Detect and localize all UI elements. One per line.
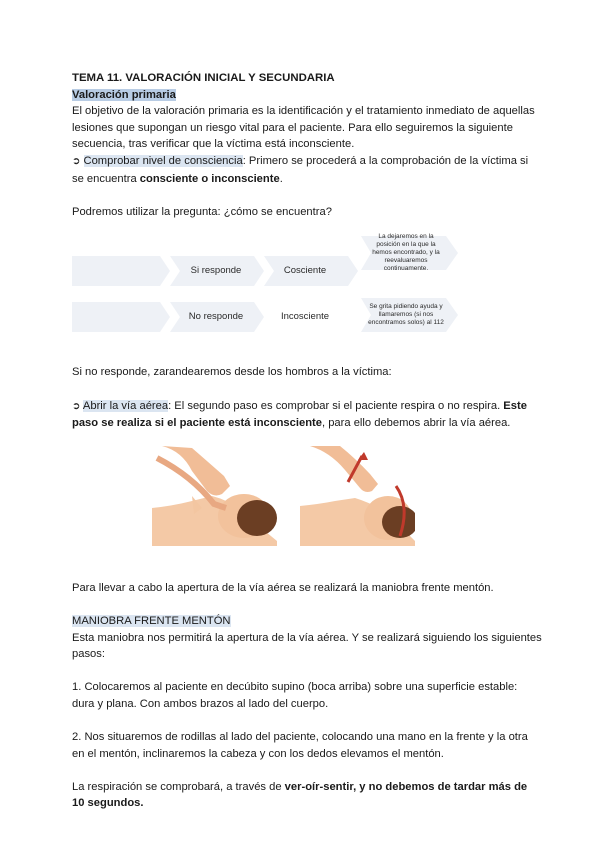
response-flow-diagram bbox=[72, 232, 542, 354]
paso-2: 2. Nos situaremos de rodillas al lado del paciente, colocando una mano en la frente y la otra en el mentón, inclinaremos la cabeza y con los dedos elevamos el mentón. bbox=[72, 731, 528, 760]
paso-1: 1. Colocaremos al paciente en decúbito supino (boca arriba) sobre una superficie estable: dura y plana. Con ambos brazos al lado del cuerpo. bbox=[72, 681, 518, 710]
arrow-icon: ➲ bbox=[72, 155, 81, 167]
airway-illustrations bbox=[72, 446, 542, 566]
flow-label-inconsciente: Incosciente bbox=[280, 311, 330, 323]
arrow-icon: ➲ bbox=[72, 400, 81, 412]
maniobra-heading: MANIOBRA FRENTE MENTÓN bbox=[72, 614, 231, 627]
step2-label: Abrir la vía aérea bbox=[82, 399, 169, 412]
question-text: Podremos utilizar la pregunta: ¿cómo se encuentra? bbox=[72, 205, 332, 218]
step1-paragraph: ➲ Comprobar nivel de consciencia: Primero se procederá a la comprobación de la víctima si se encuentra consciente o inconsciente. bbox=[72, 154, 529, 185]
flow-label-llamar-112: Se grita pidiendo ayuda y llamaremos (si nos encontramos solos) al 112 bbox=[368, 303, 444, 327]
section-heading: Valoración primaria bbox=[72, 88, 176, 101]
flow-label-consciente: Cosciente bbox=[283, 265, 327, 277]
respiracion-paragraph: La respiración se comprobará, a través de ver-oír-sentir, y no debemos de tardar más de 10 segundos. bbox=[72, 780, 528, 810]
flow-label-reevaluar: La dejaremos en la posición en la que la hemos encontrado, y la reevaluaremos continuamente. bbox=[372, 233, 440, 273]
flow-label-no-responde: No responde bbox=[188, 311, 244, 323]
flow-chevrons bbox=[72, 232, 542, 354]
flow-label-si-responde: Si responde bbox=[190, 265, 242, 277]
head-tilt-illustration-1 bbox=[152, 446, 277, 546]
step1-label: Comprobar nivel de consciencia bbox=[83, 154, 243, 167]
document-body bbox=[72, 70, 542, 812]
intro-paragraph: El objetivo de la valoración primaria es la identificación y el tratamiento inmediato de aquellas lesiones que supongan un riesgo vital para el paciente. Para ello seguiremos la siguiente secuencia, tras verificar que la víctima está inconsciente. bbox=[72, 105, 535, 151]
apertura-text: Para llevar a cabo la apertura de la vía aérea se realizará la maniobra frente mentón. bbox=[72, 581, 494, 594]
head-tilt-illustration-2 bbox=[300, 446, 415, 546]
no-response-text: Si no responde, zarandearemos desde los hombros a la víctima: bbox=[72, 366, 392, 379]
maniobra-intro: Esta maniobra nos permitirá la apertura de la vía aérea. Y se realizará siguiendo los siguientes pasos: bbox=[72, 631, 542, 661]
page-title: TEMA 11. VALORACIÓN INICIAL Y SECUNDARIA bbox=[72, 72, 335, 84]
step2-paragraph: ➲ Abrir la vía aérea: El segundo paso es comprobar si el paciente respira o no respira. Este paso se realiza si el paciente está inconsciente, para ello debemos abrir la vía aérea. bbox=[72, 399, 527, 430]
